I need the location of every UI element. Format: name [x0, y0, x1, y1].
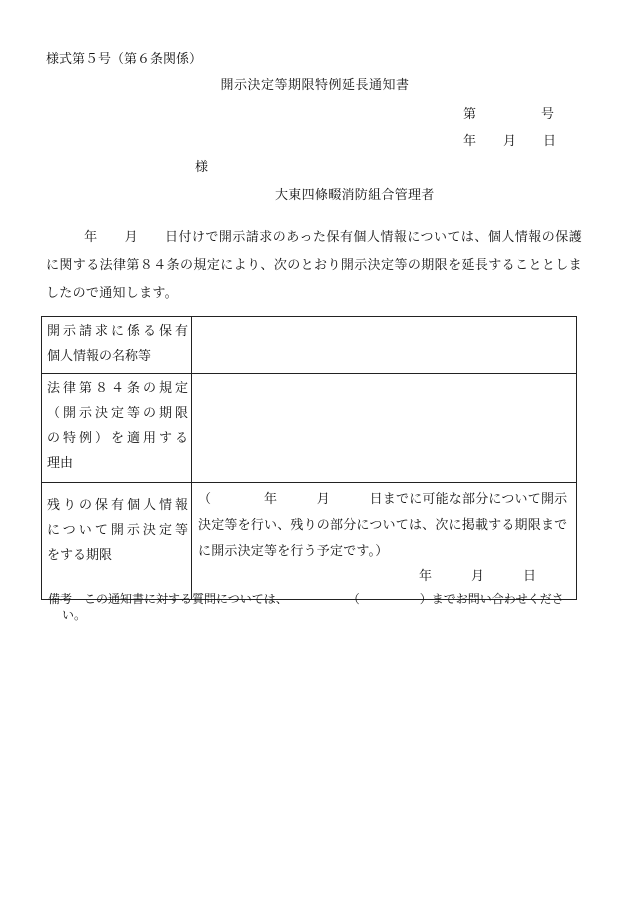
deadline-text-line: に開示決定等を行う予定です。）	[198, 544, 389, 559]
sender-name: 大東四條畷消防組合管理者	[275, 188, 435, 203]
table-row	[42, 483, 577, 600]
number-suffix: 号	[541, 107, 555, 122]
label-line: 残りの保有個人情報	[47, 498, 188, 513]
label-line: 開示請求に係る保有	[47, 324, 188, 339]
addressee-suffix: 様	[195, 160, 209, 175]
label-line: について開示決定等	[47, 523, 188, 538]
form-number: 様式第５号（第６条関係）	[46, 52, 203, 67]
issue-date-month: 月	[503, 134, 517, 149]
note-line-1: 備考 この通知書に対する質問については、 （ ）までお問い合わせくださ	[48, 592, 564, 606]
issue-date-day: 日	[543, 134, 557, 149]
issue-date	[463, 135, 556, 148]
issue-date-year: 年	[463, 134, 477, 149]
label-deadline	[42, 483, 192, 600]
label-reason	[42, 374, 192, 483]
number-prefix: 第	[463, 107, 477, 122]
deadline-text-line: 決定等を行い、残りの部分については、次に掲載する期限まで	[198, 518, 568, 533]
reason-field[interactable]	[192, 374, 577, 483]
label-line: の特例）を適用する	[47, 431, 188, 446]
deadline-text-line: （ 年 月 日までに可能な部分について開示	[198, 492, 568, 507]
label-line: をする期限	[47, 548, 113, 563]
label-line: （開示決定等の期限	[47, 406, 188, 421]
record-name-field[interactable]	[192, 317, 577, 374]
deadline-field[interactable]	[192, 483, 577, 600]
body-paragraph-text: 年 月 日付けで開示請求のあった保有個人情報については、個人情報の保護に関する法律第８４条の規定により、次のとおり開示決定等の期限を延長することとしましたので通知します。	[46, 230, 582, 301]
notice-table	[41, 316, 577, 600]
deadline-date: 年 月 日	[418, 569, 536, 584]
document-title: 開示決定等期限特例延長通知書	[220, 78, 410, 93]
body-paragraph	[46, 224, 582, 308]
deadline-text	[192, 483, 576, 565]
label-line: 法律第８４条の規定	[47, 381, 188, 396]
label-line: 理由	[47, 456, 74, 471]
table-row	[42, 374, 577, 483]
table-row	[42, 317, 577, 374]
label-line: 個人情報の名称等	[47, 349, 152, 364]
note-line-2: い。	[62, 608, 87, 622]
label-record-name	[42, 317, 192, 374]
